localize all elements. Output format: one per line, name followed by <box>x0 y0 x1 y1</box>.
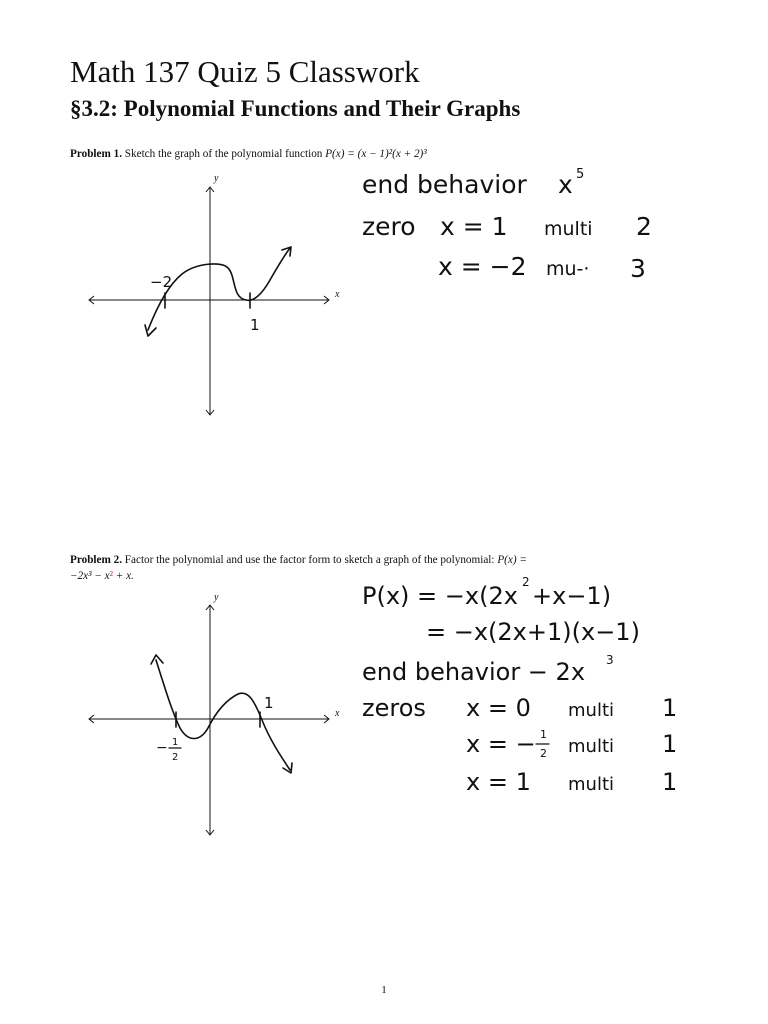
p2-zero1: x = 0 <box>466 694 531 722</box>
p2-line1-end: +x−1) <box>532 582 612 610</box>
problem-1-label: Problem 1. <box>70 148 122 160</box>
graph-1-x-label: x <box>335 289 340 300</box>
page-number: 1 <box>381 984 387 996</box>
problem-2-text: Factor the polynomial and use the factor form to sketch a graph of the polynomial: <box>124 554 495 566</box>
p1-zero-label: zero <box>362 212 416 241</box>
graph-2-y-label: y <box>214 592 219 603</box>
p1-zero1-mult: 2 <box>636 212 652 241</box>
p2-end-behavior: end behavior − 2x <box>362 658 586 686</box>
p2-zero2-prefix: x = − <box>466 730 536 758</box>
problem-2-work <box>362 575 677 796</box>
graph-1-y-label: y <box>214 173 219 184</box>
graph-2-right-arrow <box>283 763 292 773</box>
problem-2-formula-b: + x. <box>115 570 134 582</box>
p1-end-behavior-exp: 5 <box>576 167 585 182</box>
graph-2-tick-label-neg-den: 2 <box>172 752 179 763</box>
problem-1-formula: P(x) = (x − 1)²(x + 2)³ <box>325 148 427 160</box>
p2-line1-exp: 2 <box>522 575 530 589</box>
p1-zero2-multi: mu-· <box>546 258 590 280</box>
graph-2-tick-label-1: 1 <box>264 694 274 712</box>
page-title: Math 137 Quiz 5 Classwork <box>70 54 420 89</box>
problem-2-formula-red-mark: ² <box>109 570 113 582</box>
p2-zero2-den: 2 <box>540 747 547 760</box>
p2-line1: P(x) = −x(2x <box>362 582 518 610</box>
graph-2-tick-label-neg-num: 1 <box>172 737 179 748</box>
p1-end-behavior-expr: x <box>558 170 573 199</box>
graph-2-tick-label-neg-sign: − <box>156 740 168 756</box>
p1-zero2-mult: 3 <box>630 254 646 283</box>
p2-zero3-multi: multi <box>568 774 615 795</box>
p2-zero2-num: 1 <box>540 728 547 741</box>
p2-zero3: x = 1 <box>466 768 531 796</box>
p2-zero1-mult: 1 <box>662 694 678 722</box>
p2-line2: = −x(2x+1)(x−1) <box>426 618 640 646</box>
p2-zero2-multi: multi <box>568 736 615 757</box>
graph-1-tick-label-neg2: −2 <box>150 273 173 291</box>
p1-zero1-value: x = 1 <box>440 212 508 241</box>
p1-end-behavior: end behavior <box>362 170 527 199</box>
p2-zero3-mult: 1 <box>662 768 678 796</box>
problem-2-label: Problem 2. <box>70 554 122 566</box>
problem-2-formula-a: −2x³ − x <box>70 570 110 582</box>
section-subtitle: §3.2: Polynomial Functions and Their Graphs <box>70 96 521 121</box>
p2-end-behavior-exp: 3 <box>606 653 614 667</box>
problem-1-work <box>362 167 652 283</box>
p1-zero2-value: x = −2 <box>438 252 527 281</box>
graph-1-tick-label-1: 1 <box>250 316 260 334</box>
p2-zero1-multi: multi <box>568 700 615 721</box>
problem-1-text: Sketch the graph of the polynomial function <box>124 148 323 160</box>
problem-2-formula-lead: P(x) = <box>497 554 527 566</box>
p2-zero2-mult: 1 <box>662 730 678 758</box>
graph-2 <box>89 592 340 835</box>
graph-2-x-label: x <box>335 708 340 719</box>
p2-zeros-label: zeros <box>362 694 426 722</box>
graph-1-left-arrow <box>145 325 156 336</box>
p1-zero1-multi: multi <box>544 218 593 240</box>
graph-1 <box>89 173 340 415</box>
